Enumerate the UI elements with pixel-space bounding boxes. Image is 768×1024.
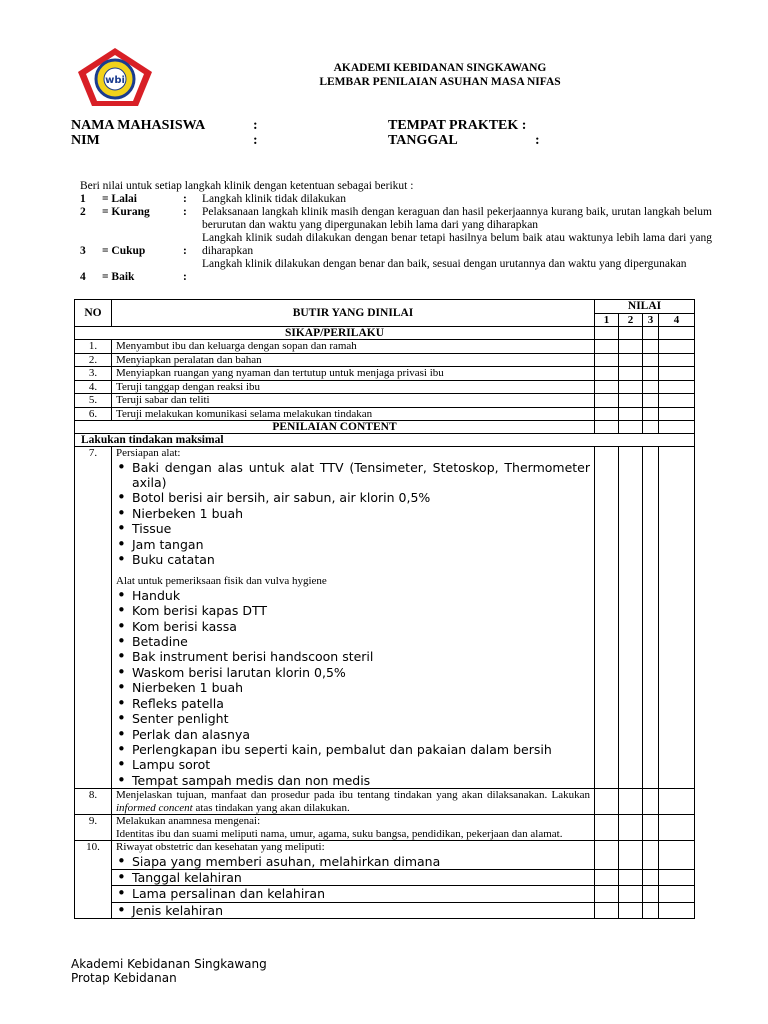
score-cell[interactable] [643, 886, 659, 902]
score-cell[interactable] [595, 447, 619, 789]
score-cell[interactable] [595, 902, 619, 918]
score-cell[interactable] [659, 870, 695, 886]
row-number: 10. [75, 841, 112, 919]
score-cell[interactable] [643, 841, 659, 870]
header-butir: BUTIR YANG DINILAI [112, 300, 595, 327]
row-number: 4. [75, 380, 112, 394]
item8-text-b: atas tindakan yang akan dilakukan. [192, 801, 350, 814]
row-number: 5. [75, 394, 112, 408]
legend-num-2: 2 [80, 206, 86, 218]
list-item: • Siapa yang memberi asuhan, melahirkan dimana [116, 854, 590, 869]
legend-colon-1: : [183, 193, 187, 205]
assessment-table [74, 299, 695, 919]
score-cell[interactable] [595, 327, 619, 340]
row-text: Teruji tanggap dengan reaksi ibu [112, 380, 595, 394]
list-item: • Botol berisi air bersih, air sabun, air klorin 0,5% [116, 490, 590, 505]
row-number: 8. [75, 789, 112, 815]
list-item: • Jam tangan [116, 537, 590, 552]
legend-label-2: = Kurang [102, 206, 150, 218]
section-content: PENILAIAN CONTENT [75, 421, 595, 434]
list-item: • Tissue [116, 521, 590, 536]
score-cell[interactable] [619, 394, 643, 408]
row-number: 9. [75, 815, 112, 841]
list-item: • Baki dengan alas untuk alat TTV (Tensimeter, Stetoskop, Thermometer axila) [116, 460, 590, 491]
score-cell[interactable] [659, 841, 695, 870]
item8-text-a: Menjelaskan tujuan, manfaat dan prosedur pada ibu tentang tindakan yang akan dilaksanakan. Lakukan [116, 789, 590, 802]
list-item: • Refleks patella [116, 696, 590, 711]
table-row [75, 902, 695, 918]
score-cell[interactable] [643, 815, 659, 841]
legend-num-4: 4 [80, 271, 86, 283]
header-no: NO [75, 300, 112, 327]
instructions: Beri nilai untuk setiap langkah klinik dengan ketentuan sebagai berikut : [80, 180, 414, 192]
legend-colon-3: : [183, 245, 187, 257]
list-item: • Senter penlight [116, 711, 590, 726]
score-cell[interactable] [619, 886, 643, 902]
score-cell[interactable] [643, 870, 659, 886]
legend-colon-2: : [183, 206, 187, 218]
assessment-table-wrap [74, 299, 694, 919]
history-list [116, 870, 590, 885]
table-row [75, 870, 695, 886]
score-cell[interactable] [595, 886, 619, 902]
score-cell[interactable] [619, 902, 643, 918]
tanggal-colon: : [535, 133, 540, 148]
list-item: • Lampu sorot [116, 757, 590, 772]
score-cell[interactable] [595, 367, 619, 381]
score-cell[interactable] [619, 447, 643, 789]
score-cell[interactable] [619, 870, 643, 886]
score-cell[interactable] [619, 367, 643, 381]
table-row [75, 886, 695, 902]
score-cell[interactable] [643, 380, 659, 394]
item10-intro: Riwayat obstetric dan kesehatan yang meliputi: [116, 841, 325, 854]
table-row [75, 394, 695, 408]
row-content [112, 870, 595, 886]
header-score-1: 1 [595, 314, 619, 327]
item9-line2: Identitas ibu dan suami meliputi nama, umur, agama, suku bangsa, pendidikan, pekerjaan dan alamat. [116, 827, 563, 840]
header-score-2: 2 [619, 314, 643, 327]
legend-text-4: Langkah klinik dilakukan dengan benar dan baik, sesuai dengan urutannya dan waktu yang dipergunakan [202, 258, 687, 270]
row-text: Teruji sabar dan teliti [112, 394, 595, 408]
score-cell[interactable] [659, 340, 695, 354]
list-item: • Tanggal kelahiran [116, 870, 590, 885]
list-item: • Perlengkapan ibu seperti kain, pembalut dan pakaian dalam bersih [116, 742, 590, 757]
list-item: • Lama persalinan dan kelahiran [116, 886, 590, 901]
score-cell[interactable] [659, 394, 695, 408]
table-row [75, 407, 695, 421]
score-cell[interactable] [643, 407, 659, 421]
history-list [116, 886, 590, 901]
score-cell[interactable] [643, 394, 659, 408]
header-nilai: NILAI [595, 300, 695, 314]
list-item: • Handuk [116, 588, 590, 603]
table-row [75, 789, 695, 815]
score-cell[interactable] [619, 815, 643, 841]
score-cell[interactable] [659, 447, 695, 789]
score-cell[interactable] [595, 340, 619, 354]
score-cell[interactable] [595, 407, 619, 421]
footer-institution: Akademi Kebidanan Singkawang [71, 957, 267, 971]
score-cell[interactable] [659, 815, 695, 841]
list-item: • Tempat sampah medis dan non medis [116, 773, 590, 788]
list-item: • Buku catatan [116, 552, 590, 567]
list-item: • Kom berisi kassa [116, 619, 590, 634]
score-cell[interactable] [659, 407, 695, 421]
tempat-praktek-label: TEMPAT PRAKTEK : [388, 118, 527, 133]
score-cell[interactable] [595, 789, 619, 815]
score-cell[interactable] [619, 353, 643, 367]
list-item: • Perlak dan alasnya [116, 727, 590, 742]
list-item: • Nierbeken 1 buah [116, 506, 590, 521]
section-sikap: SIKAP/PERILAKU [75, 327, 595, 340]
score-cell[interactable] [659, 367, 695, 381]
form-title: LEMBAR PENILAIAN ASUHAN MASA NIFAS [319, 76, 561, 88]
score-cell[interactable] [659, 353, 695, 367]
table-row [75, 353, 695, 367]
header-score-4: 4 [659, 314, 695, 327]
row-number: 6. [75, 407, 112, 421]
score-cell[interactable] [643, 367, 659, 381]
table-row [75, 815, 695, 841]
row-text: Menyiapkan peralatan dan bahan [112, 353, 595, 367]
row-number: 2. [75, 353, 112, 367]
persiapan-alat-intro: Persiapan alat: [116, 447, 181, 459]
legend-text-3: Langkah klinik sudah dilakukan dengan benar tetapi hasilnya belum baik atau waktunya lebih lama dari yang diharapkan [202, 232, 712, 257]
pemeriksaan-intro: Alat untuk pemeriksaan fisik dan vulva hygiene [116, 575, 327, 588]
legend-label-1: = Lalai [102, 193, 137, 205]
score-cell[interactable] [595, 353, 619, 367]
list-item: • Kom berisi kapas DTT [116, 603, 590, 618]
score-cell[interactable] [643, 340, 659, 354]
score-cell[interactable] [619, 407, 643, 421]
list-item: • Jenis kelahiran [116, 903, 590, 918]
subsection-title: Lakukan tindakan maksimal [75, 434, 695, 447]
score-cell[interactable] [659, 327, 695, 340]
legend-colon-4: : [183, 271, 187, 283]
row-text [112, 789, 595, 815]
score-cell[interactable] [619, 380, 643, 394]
table-row [75, 340, 695, 354]
score-cell[interactable] [643, 353, 659, 367]
nim-label: NIM [71, 133, 100, 148]
score-cell[interactable] [595, 815, 619, 841]
row-number: 7. [75, 447, 112, 789]
svg-text:wbi: wbi [105, 75, 125, 86]
nama-colon: : [253, 118, 258, 133]
list-item: • Nierbeken 1 buah [116, 680, 590, 695]
score-cell[interactable] [659, 902, 695, 918]
score-cell[interactable] [659, 380, 695, 394]
item9-line1: Melakukan anamnesa mengenai: [116, 815, 261, 828]
history-list-first [116, 854, 590, 869]
row-number: 1. [75, 340, 112, 354]
row-content [112, 815, 595, 841]
score-cell[interactable] [619, 340, 643, 354]
row-content [112, 447, 595, 789]
score-cell[interactable] [643, 447, 659, 789]
score-cell[interactable] [643, 421, 659, 434]
score-cell[interactable] [619, 421, 643, 434]
table-row [75, 841, 695, 870]
score-cell[interactable] [595, 394, 619, 408]
header-score-3: 3 [643, 314, 659, 327]
score-cell[interactable] [643, 327, 659, 340]
nim-colon: : [253, 133, 258, 148]
list-item: • Betadine [116, 634, 590, 649]
score-cell[interactable] [659, 789, 695, 815]
score-cell[interactable] [595, 421, 619, 434]
tanggal-label: TANGGAL [388, 133, 458, 148]
college-logo [75, 46, 155, 108]
institution-title: AKADEMI KEBIDANAN SINGKAWANG [333, 62, 547, 74]
legend-num-1: 1 [80, 193, 86, 205]
score-cell[interactable] [619, 789, 643, 815]
legend-label-3: = Cukup [102, 245, 146, 257]
score-cell[interactable] [659, 886, 695, 902]
row-text: Menyambut ibu dan keluarga dengan sopan dan ramah [112, 340, 595, 354]
table-row [75, 367, 695, 381]
legend-label-4: = Baik [102, 271, 135, 283]
row-content [112, 902, 595, 918]
score-cell[interactable] [659, 421, 695, 434]
score-cell[interactable] [619, 841, 643, 870]
score-cell[interactable] [643, 902, 659, 918]
legend-text-1: Langkah klinik tidak dilakukan [202, 193, 347, 205]
row-number: 3. [75, 367, 112, 381]
score-cell[interactable] [595, 870, 619, 886]
score-cell[interactable] [619, 327, 643, 340]
row-content [112, 886, 595, 902]
history-list [116, 903, 590, 918]
score-cell[interactable] [643, 789, 659, 815]
table-row [75, 447, 695, 789]
row-text: Menyiapkan ruangan yang nyaman dan tertutup untuk menjaga privasi ibu [112, 367, 595, 381]
legend-text-2: Pelaksanaan langkah klinik masih dengan keraguan dan hasil pekerjaannya kurang baik, urutan langkah belum berurutan dan waktu yang dipergunakan lebih lama dari yang diharapkan [202, 206, 712, 231]
equipment-list-1 [116, 460, 590, 568]
footer-document: Protap Kebidanan [71, 971, 177, 985]
item8-text-em: informed concent [116, 801, 193, 814]
score-cell[interactable] [595, 380, 619, 394]
list-item: • Bak instrument berisi handscoon steril [116, 649, 590, 664]
equipment-list-2 [116, 588, 590, 788]
list-item: • Waskom berisi larutan klorin 0,5% [116, 665, 590, 680]
nama-mahasiswa-label: NAMA MAHASISWA [71, 118, 206, 133]
table-row [75, 380, 695, 394]
row-content [112, 841, 595, 870]
legend-num-3: 3 [80, 245, 86, 257]
row-text: Teruji melakukan komunikasi selama melakukan tindakan [112, 407, 595, 421]
score-cell[interactable] [595, 841, 619, 870]
